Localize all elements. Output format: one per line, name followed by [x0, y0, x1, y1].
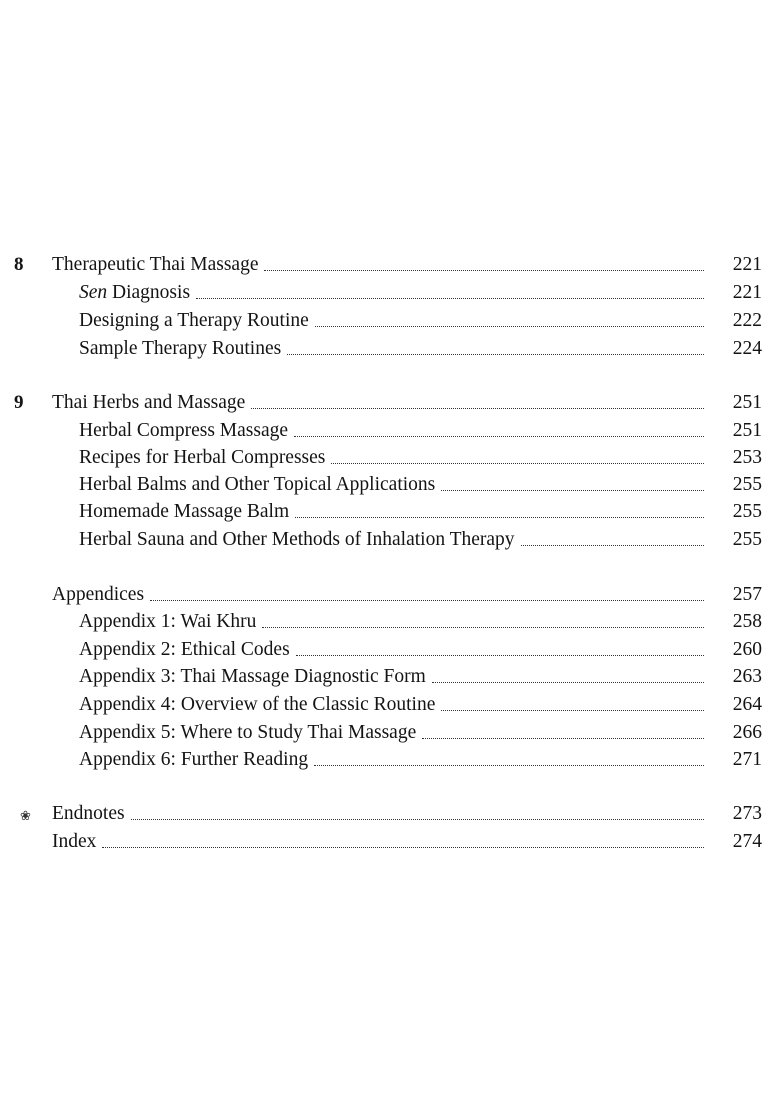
section-title: Herbal Balms and Other Topical Applications — [79, 474, 436, 495]
section-entry — [79, 444, 710, 472]
dot-leader — [296, 654, 704, 656]
appendix-entry — [79, 636, 710, 664]
dot-leader — [331, 462, 704, 464]
appendix-title: Appendix 3: Thai Massage Diagnostic Form — [79, 666, 426, 687]
page-number: 255 — [732, 474, 762, 495]
section-entry — [79, 335, 710, 363]
dot-leader — [314, 764, 704, 766]
section-title-italic: Sen — [79, 282, 108, 303]
page-number: 257 — [732, 584, 762, 605]
dot-leader — [287, 353, 704, 355]
appendix-row — [0, 746, 780, 774]
chapter-number: 8 — [14, 254, 24, 275]
page-number: 255 — [732, 529, 762, 550]
appendix-row — [0, 719, 780, 747]
section-entry — [79, 498, 710, 526]
section-row — [0, 471, 780, 499]
section-title: Herbal Compress Massage — [79, 420, 289, 441]
index-row — [0, 828, 780, 856]
appendix-row — [0, 663, 780, 691]
appendix-row — [0, 636, 780, 664]
section-title: Recipes for Herbal Compresses — [79, 447, 326, 468]
appendix-entry — [79, 608, 710, 636]
chapter-title: Thai Herbs and Massage — [52, 392, 246, 413]
appendix-entry — [79, 663, 710, 691]
appendix-entry — [79, 691, 710, 719]
section-title: Homemade Massage Balm — [79, 501, 290, 522]
dot-leader — [315, 325, 704, 327]
chapter-title: Therapeutic Thai Massage — [52, 254, 259, 275]
page-number: 274 — [732, 831, 762, 852]
page-number: 251 — [732, 420, 762, 441]
appendices-row — [0, 581, 780, 609]
dot-leader — [295, 516, 704, 518]
page-number: 224 — [732, 338, 762, 359]
dot-leader — [294, 435, 704, 437]
dot-leader — [150, 599, 704, 601]
page-number: 258 — [732, 611, 762, 632]
chapter-row-9 — [0, 389, 780, 417]
section-row — [0, 417, 780, 445]
page-number: 255 — [732, 501, 762, 522]
appendix-entry — [79, 746, 710, 774]
section-entry — [79, 471, 710, 499]
appendix-title: Appendix 5: Where to Study Thai Massage — [79, 722, 417, 743]
dot-leader — [251, 407, 704, 409]
chapter-number: 9 — [14, 392, 24, 413]
page-number: 221 — [732, 282, 762, 303]
section-row — [0, 498, 780, 526]
page-number: 264 — [732, 694, 762, 715]
dot-leader — [131, 818, 704, 820]
section-row — [0, 444, 780, 472]
endnotes-row — [0, 800, 780, 828]
appendix-row — [0, 608, 780, 636]
page-number: 263 — [732, 666, 762, 687]
section-row — [0, 307, 780, 335]
chapter-entry — [52, 251, 710, 279]
page-number: 266 — [732, 722, 762, 743]
chapter-row-8 — [0, 251, 780, 279]
section-title-rest: Diagnosis — [107, 282, 191, 303]
section-title: Herbal Sauna and Other Methods of Inhalation Therapy — [79, 529, 515, 550]
page-number: 273 — [732, 803, 762, 824]
index-entry — [52, 828, 710, 856]
section-entry — [79, 307, 710, 335]
appendix-title: Appendix 6: Further Reading — [79, 749, 309, 770]
page-number: 271 — [732, 749, 762, 770]
appendices-entry — [52, 581, 710, 609]
page-number: 222 — [732, 310, 762, 331]
section-entry — [79, 526, 710, 554]
chapter-entry — [52, 389, 710, 417]
appendix-title: Appendix 4: Overview of the Classic Routine — [79, 694, 436, 715]
dot-leader — [432, 681, 704, 683]
page-number: 253 — [732, 447, 762, 468]
endnotes-entry — [52, 800, 710, 828]
dot-leader — [521, 544, 704, 546]
section-entry — [79, 417, 710, 445]
section-title: Designing a Therapy Routine — [79, 310, 309, 331]
dot-leader — [264, 269, 704, 271]
section-row — [0, 279, 780, 307]
page-number: 251 — [732, 392, 762, 413]
page-number: 260 — [732, 639, 762, 660]
margin-ornament-icon: ❀ — [20, 808, 31, 823]
appendix-title: Appendix 1: Wai Khru — [79, 611, 257, 632]
section-title — [79, 279, 190, 307]
page-number: 221 — [732, 254, 762, 275]
appendices-title: Appendices — [52, 584, 145, 605]
dot-leader — [422, 737, 704, 739]
endnotes-title: Endnotes — [52, 803, 125, 824]
dot-leader — [102, 846, 704, 848]
section-title: Sample Therapy Routines — [79, 338, 282, 359]
index-title: Index — [52, 831, 97, 852]
appendix-row — [0, 691, 780, 719]
section-row — [0, 526, 780, 554]
appendix-title: Appendix 2: Ethical Codes — [79, 639, 290, 660]
section-entry — [79, 279, 710, 307]
dot-leader — [441, 709, 704, 711]
section-row — [0, 335, 780, 363]
dot-leader — [196, 297, 704, 299]
dot-leader — [441, 489, 704, 491]
dot-leader — [262, 626, 704, 628]
appendix-entry — [79, 719, 710, 747]
